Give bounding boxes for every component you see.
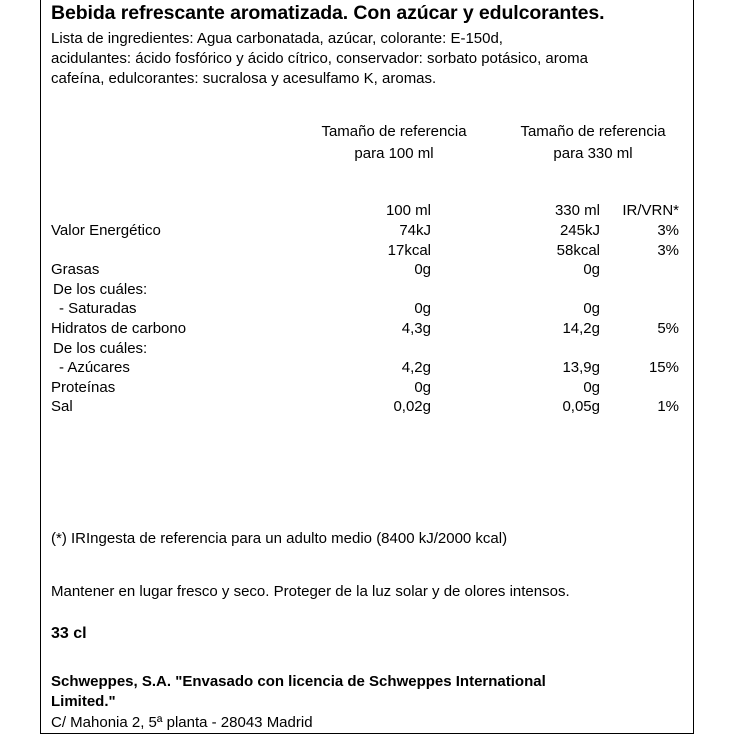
- row-value-ir: 1%: [657, 398, 679, 416]
- row-value-100ml: 0g: [414, 261, 431, 279]
- ingredients-line-2: acidulantes: ácido fosfórico y ácido cítrico, conservador: sorbato potásico, aroma: [51, 50, 588, 67]
- row-value-ir: 15%: [648, 359, 679, 377]
- net-volume: 33 cl: [51, 625, 87, 642]
- row-value-330ml: 0g: [583, 300, 600, 318]
- row-label: - Saturadas: [59, 300, 137, 318]
- company-line-2: Limited.": [51, 693, 116, 710]
- row-value-100ml: 0g: [414, 378, 431, 396]
- unit-100ml: 100 ml: [385, 202, 431, 219]
- storage-instructions: Mantener en lugar fresco y seco. Proteger de la luz solar y de olores intensos.: [51, 583, 570, 600]
- row-label: Proteínas: [51, 378, 116, 396]
- row-label: Valor Energético: [51, 222, 161, 239]
- row-value-100ml: 4,2g: [401, 359, 431, 377]
- unit-ir-vrn: IR/VRN*: [622, 202, 679, 219]
- row-value-100ml: 0,02g: [393, 398, 431, 416]
- row-value-330ml: 58kcal: [556, 241, 600, 259]
- row-value-330ml: 245kJ: [559, 222, 600, 239]
- column-header-100ml: Tamaño de referencia para 100 ml: [321, 123, 467, 162]
- company-line-1: Schweppes, S.A. "Envasado con licencia de Schweppes International: [51, 673, 546, 690]
- nutrition-label: [40, 0, 694, 734]
- row-label: Hidratos de carbono: [51, 320, 187, 337]
- footnote: (*) IRIngesta de referencia para un adulto medio (8400 kJ/2000 kcal): [51, 530, 508, 547]
- row-value-330ml: 0,05g: [562, 398, 600, 416]
- product-title: Bebida refrescante aromatizada. Con azúcar y edulcorantes.: [51, 2, 605, 24]
- row-value-100ml: 0g: [414, 300, 431, 318]
- row-value-330ml: 13,9g: [562, 359, 600, 377]
- column-header-330ml: Tamaño de referencia para 330 ml: [520, 123, 666, 162]
- row-label: Sal: [51, 398, 73, 416]
- row-value-ir: 5%: [657, 320, 679, 337]
- row-value-100ml: 4,3g: [401, 320, 431, 337]
- row-value-330ml: 0g: [583, 261, 600, 279]
- unit-330ml: 330 ml: [554, 202, 600, 219]
- row-value-ir: 3%: [657, 222, 679, 239]
- ingredients-line-3: cafeína, edulcorantes: sucralosa y acesulfamo K, aromas.: [51, 70, 437, 87]
- row-label: De los cuáles:: [53, 280, 148, 298]
- row-label: Grasas: [51, 261, 100, 279]
- ingredients-line-1: Lista de ingredientes: Agua carbonatada, azúcar, colorante: E-150d,: [51, 30, 503, 47]
- row-label: - Azúcares: [59, 359, 130, 377]
- row-value-330ml: 0g: [583, 378, 600, 396]
- row-value-ir: 3%: [657, 241, 679, 259]
- row-label: De los cuáles:: [53, 339, 148, 357]
- company-address: C/ Mahonia 2, 5ª planta - 28043 Madrid: [51, 714, 313, 731]
- row-value-100ml: 17kcal: [387, 241, 431, 259]
- row-value-100ml: 74kJ: [399, 222, 431, 239]
- row-value-330ml: 14,2g: [562, 320, 600, 337]
